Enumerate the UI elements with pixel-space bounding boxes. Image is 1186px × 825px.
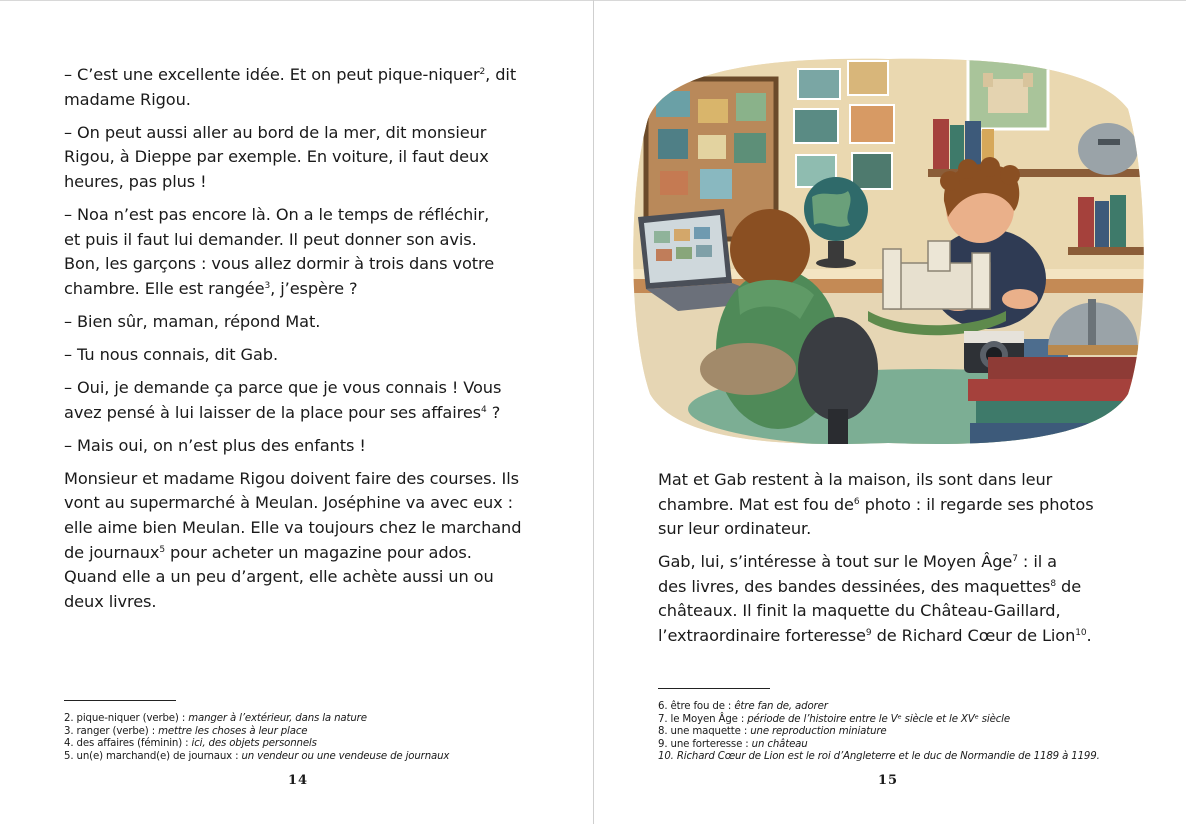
text-run: – Mais oui, on n’est plus des enfants ! (64, 435, 366, 455)
text-run: ? (486, 402, 501, 422)
footnote-term: 7. le Moyen Âge : (658, 713, 748, 725)
text-run: des livres, des bandes dessinées, des maquettes (658, 576, 1051, 596)
footnote-definition: être fan de, adorer (734, 701, 828, 712)
footnote-ref: 7 (1012, 554, 1018, 565)
text-line (64, 230, 477, 249)
text-run: heures, pas plus ! (64, 171, 207, 191)
footnote-ref: 2 (479, 67, 486, 77)
footnote-term: 4. des affaires (féminin) : (64, 738, 192, 750)
text-run: . (1086, 626, 1092, 646)
footnote (64, 751, 544, 764)
footnote (658, 739, 1138, 752)
text-run: Bon, les garçons : vous allez dormir à trois dans votre (64, 254, 495, 274)
paragraph (64, 343, 534, 368)
text-run: – Bien sûr, maman, répond Mat. (64, 311, 321, 331)
paragraph (64, 310, 534, 335)
text-run: – C’est une excellente idée. Et on peut pique-niquer (64, 65, 480, 84)
left-footnotes (64, 700, 544, 763)
right-page-text (658, 468, 1128, 657)
footnote-definition: ici, des objets personnels (191, 738, 317, 750)
text-line (64, 254, 494, 273)
text-run: chambre. Elle est rangée (64, 278, 265, 298)
text-run: châteaux. Il finit la maquette du Château-Gaillard, (658, 601, 1061, 621)
text-line (64, 147, 489, 166)
footnote-ref: 3 (264, 280, 271, 291)
text-line (658, 470, 1052, 489)
footnote-definition: période de l’histoire entre le Vᵉ siècle et le XVᵉ siècle (747, 713, 1010, 725)
text-run: sur leur ordinateur. (658, 519, 812, 539)
paragraph (658, 468, 1128, 542)
footnote (658, 701, 1138, 714)
text-line (64, 123, 486, 142)
text-run: Quand elle a un peu d’argent, elle achète aussi un ou (64, 567, 494, 587)
text-line (64, 403, 500, 422)
text-run: : il a (1017, 552, 1057, 572)
footnote-definition: un vendeur ou une vendeuse de journaux (241, 750, 450, 762)
paragraph (64, 63, 534, 112)
footnote (64, 713, 544, 726)
text-line (64, 436, 366, 455)
text-run: – Oui, je demande ça parce que je vous connais ! Vous (64, 378, 502, 398)
right-page (594, 0, 1186, 825)
paragraph (64, 121, 534, 195)
footnote-definition: mettre les choses à leur place (158, 725, 308, 737)
text-run: Rigou, à Dieppe par exemple. En voiture, il faut deux (64, 147, 489, 167)
text-run: photo : il regarde ses photos (859, 494, 1094, 514)
footnote-ref: 5 (159, 544, 165, 555)
footnote (658, 726, 1138, 739)
text-line (658, 601, 1061, 620)
text-run: avez pensé à lui laisser de la place pour ses affaires (64, 402, 482, 422)
text-line (658, 495, 1094, 514)
bedroom-illustration (628, 49, 1148, 449)
text-run: et puis il faut lui demander. Il peut donner son avis. (64, 229, 477, 249)
footnote-term: 6. être fou de : (658, 701, 735, 712)
footnote (658, 714, 1138, 727)
text-line (658, 577, 1081, 596)
text-line (64, 65, 516, 84)
text-run: – On peut aussi aller au bord de la mer, dit monsieur (64, 122, 487, 142)
text-line (64, 279, 358, 298)
text-run: pour acheter un magazine pour ados. (164, 542, 472, 562)
text-run: Gab, lui, s’intéresse à tout sur le Moyen Âge (658, 552, 1013, 572)
text-run: elle aime bien Meulan. Elle va toujours chez le marchand (64, 518, 522, 537)
text-line (64, 312, 320, 331)
footnote-definition: 10. Richard Cœur de Lion est le roi d’Angleterre et le duc de Normandie de 1189 à 1199. (658, 751, 1100, 763)
text-run: – Noa n’est pas encore là. On a le temps de réfléchir, (64, 204, 490, 224)
text-line (64, 378, 501, 397)
left-page-text (64, 63, 534, 623)
footnote (64, 738, 544, 751)
text-run: l’extraordinaire forteresse (658, 626, 866, 646)
footnote-definition: une reproduction miniature (750, 726, 887, 738)
text-run: de (1055, 576, 1082, 596)
paragraph (658, 550, 1128, 648)
text-line (64, 172, 207, 191)
text-run: – Tu nous connais, dit Gab. (64, 344, 278, 364)
text-line (64, 90, 191, 109)
paragraph (64, 203, 534, 301)
text-line (64, 493, 513, 512)
paragraph (64, 434, 534, 459)
paragraph (64, 376, 534, 425)
right-footnotes (658, 688, 1138, 764)
paragraph (64, 467, 534, 615)
text-line (658, 519, 811, 538)
footnote-term: 2. pique-niquer (verbe) : (64, 713, 189, 724)
text-line (64, 567, 494, 586)
text-run: madame Rigou. (64, 89, 191, 109)
footnote-term: 5. un(e) marchand(e) de journaux : (64, 750, 242, 762)
text-run: , dit (485, 65, 517, 84)
text-line (64, 592, 156, 611)
page-number: 15 (878, 773, 899, 788)
footnote-rule (658, 688, 770, 689)
footnote-ref: 9 (865, 628, 872, 639)
footnote (64, 726, 544, 739)
text-line (658, 626, 1092, 645)
text-run: Mat et Gab restent à la maison, ils sont dans leur (658, 470, 1053, 489)
footnote-ref: 4 (481, 404, 487, 415)
text-line (658, 552, 1057, 571)
text-run: Monsieur et madame Rigou doivent faire des courses. Ils (64, 468, 519, 488)
text-run: chambre. Mat est fou de (658, 494, 854, 514)
text-run: vont au supermarché à Meulan. Joséphine va avec eux : (64, 493, 514, 513)
footnote-term: 3. ranger (verbe) : (64, 725, 159, 737)
text-line (64, 205, 489, 224)
footnote (658, 751, 1138, 764)
footnote-term: 8. une maquette : (658, 726, 751, 738)
text-line (64, 518, 521, 537)
text-line (64, 543, 472, 562)
text-line (64, 469, 519, 488)
footnote-rule (64, 700, 176, 701)
text-run: , j’espère ? (270, 278, 358, 298)
text-line (64, 345, 278, 364)
footnote-definition: un château (751, 738, 808, 750)
footnote-definition: manger à l’extérieur, dans la nature (188, 713, 367, 724)
footnote-ref: 8 (1050, 578, 1056, 589)
footnote-ref: 10 (1075, 628, 1087, 639)
footnote-term: 9. une forteresse : (658, 738, 752, 750)
text-run: deux livres. (64, 591, 157, 611)
text-run: de Richard Cœur de Lion (871, 626, 1076, 646)
page-number: 14 (288, 773, 309, 788)
footnote-ref: 6 (853, 496, 860, 507)
text-run: de journaux (64, 542, 160, 562)
